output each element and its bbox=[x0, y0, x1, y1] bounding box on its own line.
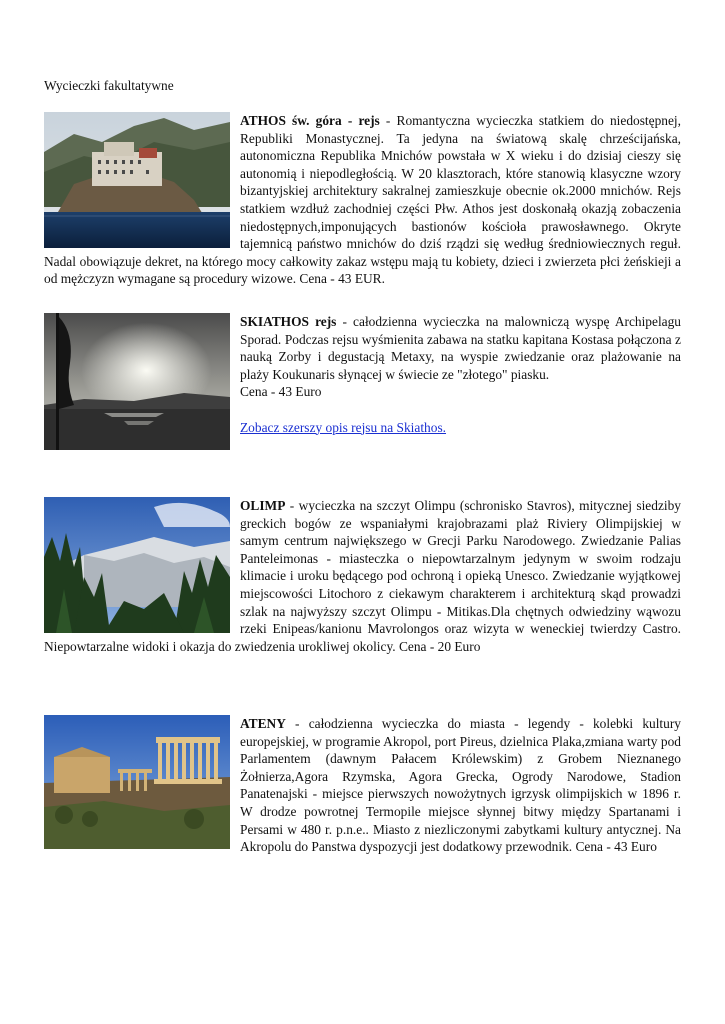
ateny-photo bbox=[44, 715, 230, 849]
skiathos-title: SKIATHOS rejs bbox=[240, 314, 337, 329]
olimp-photo bbox=[44, 497, 230, 633]
excursion-ateny bbox=[44, 715, 681, 856]
athos-title: ATHOS św. góra - rejs bbox=[240, 113, 380, 128]
athos-photo bbox=[44, 112, 230, 248]
olimp-description: - wycieczka na szczyt Olimpu (schronisko Stavros), mitycznej siedziby greckich bogów ze wspaniałymi krajobrazami plaż Riviery Olimpijskiej w samym centrum największego w Grecji Parku Narodowego. Zwiedzanie Palias Panteleimonas - miasteczka o niepowtarzalnym jedynym w swoim rodzaju klimacie i uroku będącego pod ochroną i opieką Unesco. Zwiedzanie wyjątkowej miejscowości Litochoro z ciekawym charakterem i architekturą skąd prowadzi szlak na najwyższy szczyt Olimpu - Mitikas.Dla chętnych odwiedziny wąwozu rzeki Enipeas/kanionu Mavrolongos oraz wizyta w weneckiej twierdzy Castro. Niepowtarzalne widoki i okazja do zwiedzenia urokliwej okolicy. Cena - 20 Euro bbox=[44, 498, 681, 654]
excursion-skiathos bbox=[44, 313, 681, 450]
excursion-olimp bbox=[44, 497, 681, 655]
skiathos-photo bbox=[44, 313, 230, 450]
athos-description: - Romantyczna wycieczka statkiem do niedostępnej, Republiki Monastycznej. Ta jedyna na światową skalę chrześcijańska, autonomiczna Republika Mnichów powstała w X wieku i do dzisiaj cieszy się autonomią i niepodległością. W 20 klasztorach, które stanowią klasyczne wzory bizantyjskiej architektury sakralnej zamieszkuje obecnie ok.2000 mnichów. Rejs statkiem wzdłuż zachodniej części Płw. Athos jest doskonałą okazją zobaczenia niedostępnych,imponujących bastionów kościoła prawosławnego. Okryte tajemnicą państwo mnichów do dziś rządzi się według średniowiecznych reguł. Nadal obowiązuje dekret, na którego mocy całkowity zakaz wstępu mają tu kobiety, dzieci i zwierzeta płci żeńskieji a od mężczyzn wymagane są procedury wizowe. Cena - 43 EUR. bbox=[44, 113, 681, 287]
olimp-title: OLIMP bbox=[240, 498, 286, 513]
ateny-description: - całodzienna wycieczka do miasta - legendy - kolebki kultury europejskiej, w programie Akropol, port Pireus, dzielnica Plaka,zmiana warty pod Parlamentem (dawnym Pałacem Królewskim) z Grobem Nieznanego Żołnierza,Agora Rzymska, Agora Grecka, Ogrody Narodowe, Stadion Panatenajski - miejsce pierwszych nowożytnych igrzysk olimpijskich w 1896 r. W drodze powrotnej Termopile miejsce słynnej bitwy między Spartanami i Persami w 480 r. p.n.e.. Miasto z niezliczonymi zabytkami kultury antycznej. Na Akropolu do Panstwa dyspozycji jest dodatkowy przewodnik. Cena - 43 Euro bbox=[240, 716, 681, 855]
skiathos-description: - całodzienna wycieczka na malowniczą wyspę Archipelagu Sporad. Podczas rejsu wyśmienita zabawa na statku kapitana Kostasa połączona z nauką Zorby i degustacją Metaxy, na wyspie zwiedzanie oraz plażowanie na plaży Koukunaris słynącej w świecie ze "złotego" piasku. bbox=[240, 314, 681, 382]
ateny-title: ATENY bbox=[240, 716, 286, 731]
page-heading: Wycieczki fakultatywne bbox=[44, 78, 174, 93]
skiathos-price: Cena - 43 Euro bbox=[240, 384, 322, 400]
skiathos-more-link[interactable]: Zobacz szerszy opis rejsu na Skiathos. bbox=[240, 419, 447, 435]
excursion-athos bbox=[44, 112, 681, 288]
